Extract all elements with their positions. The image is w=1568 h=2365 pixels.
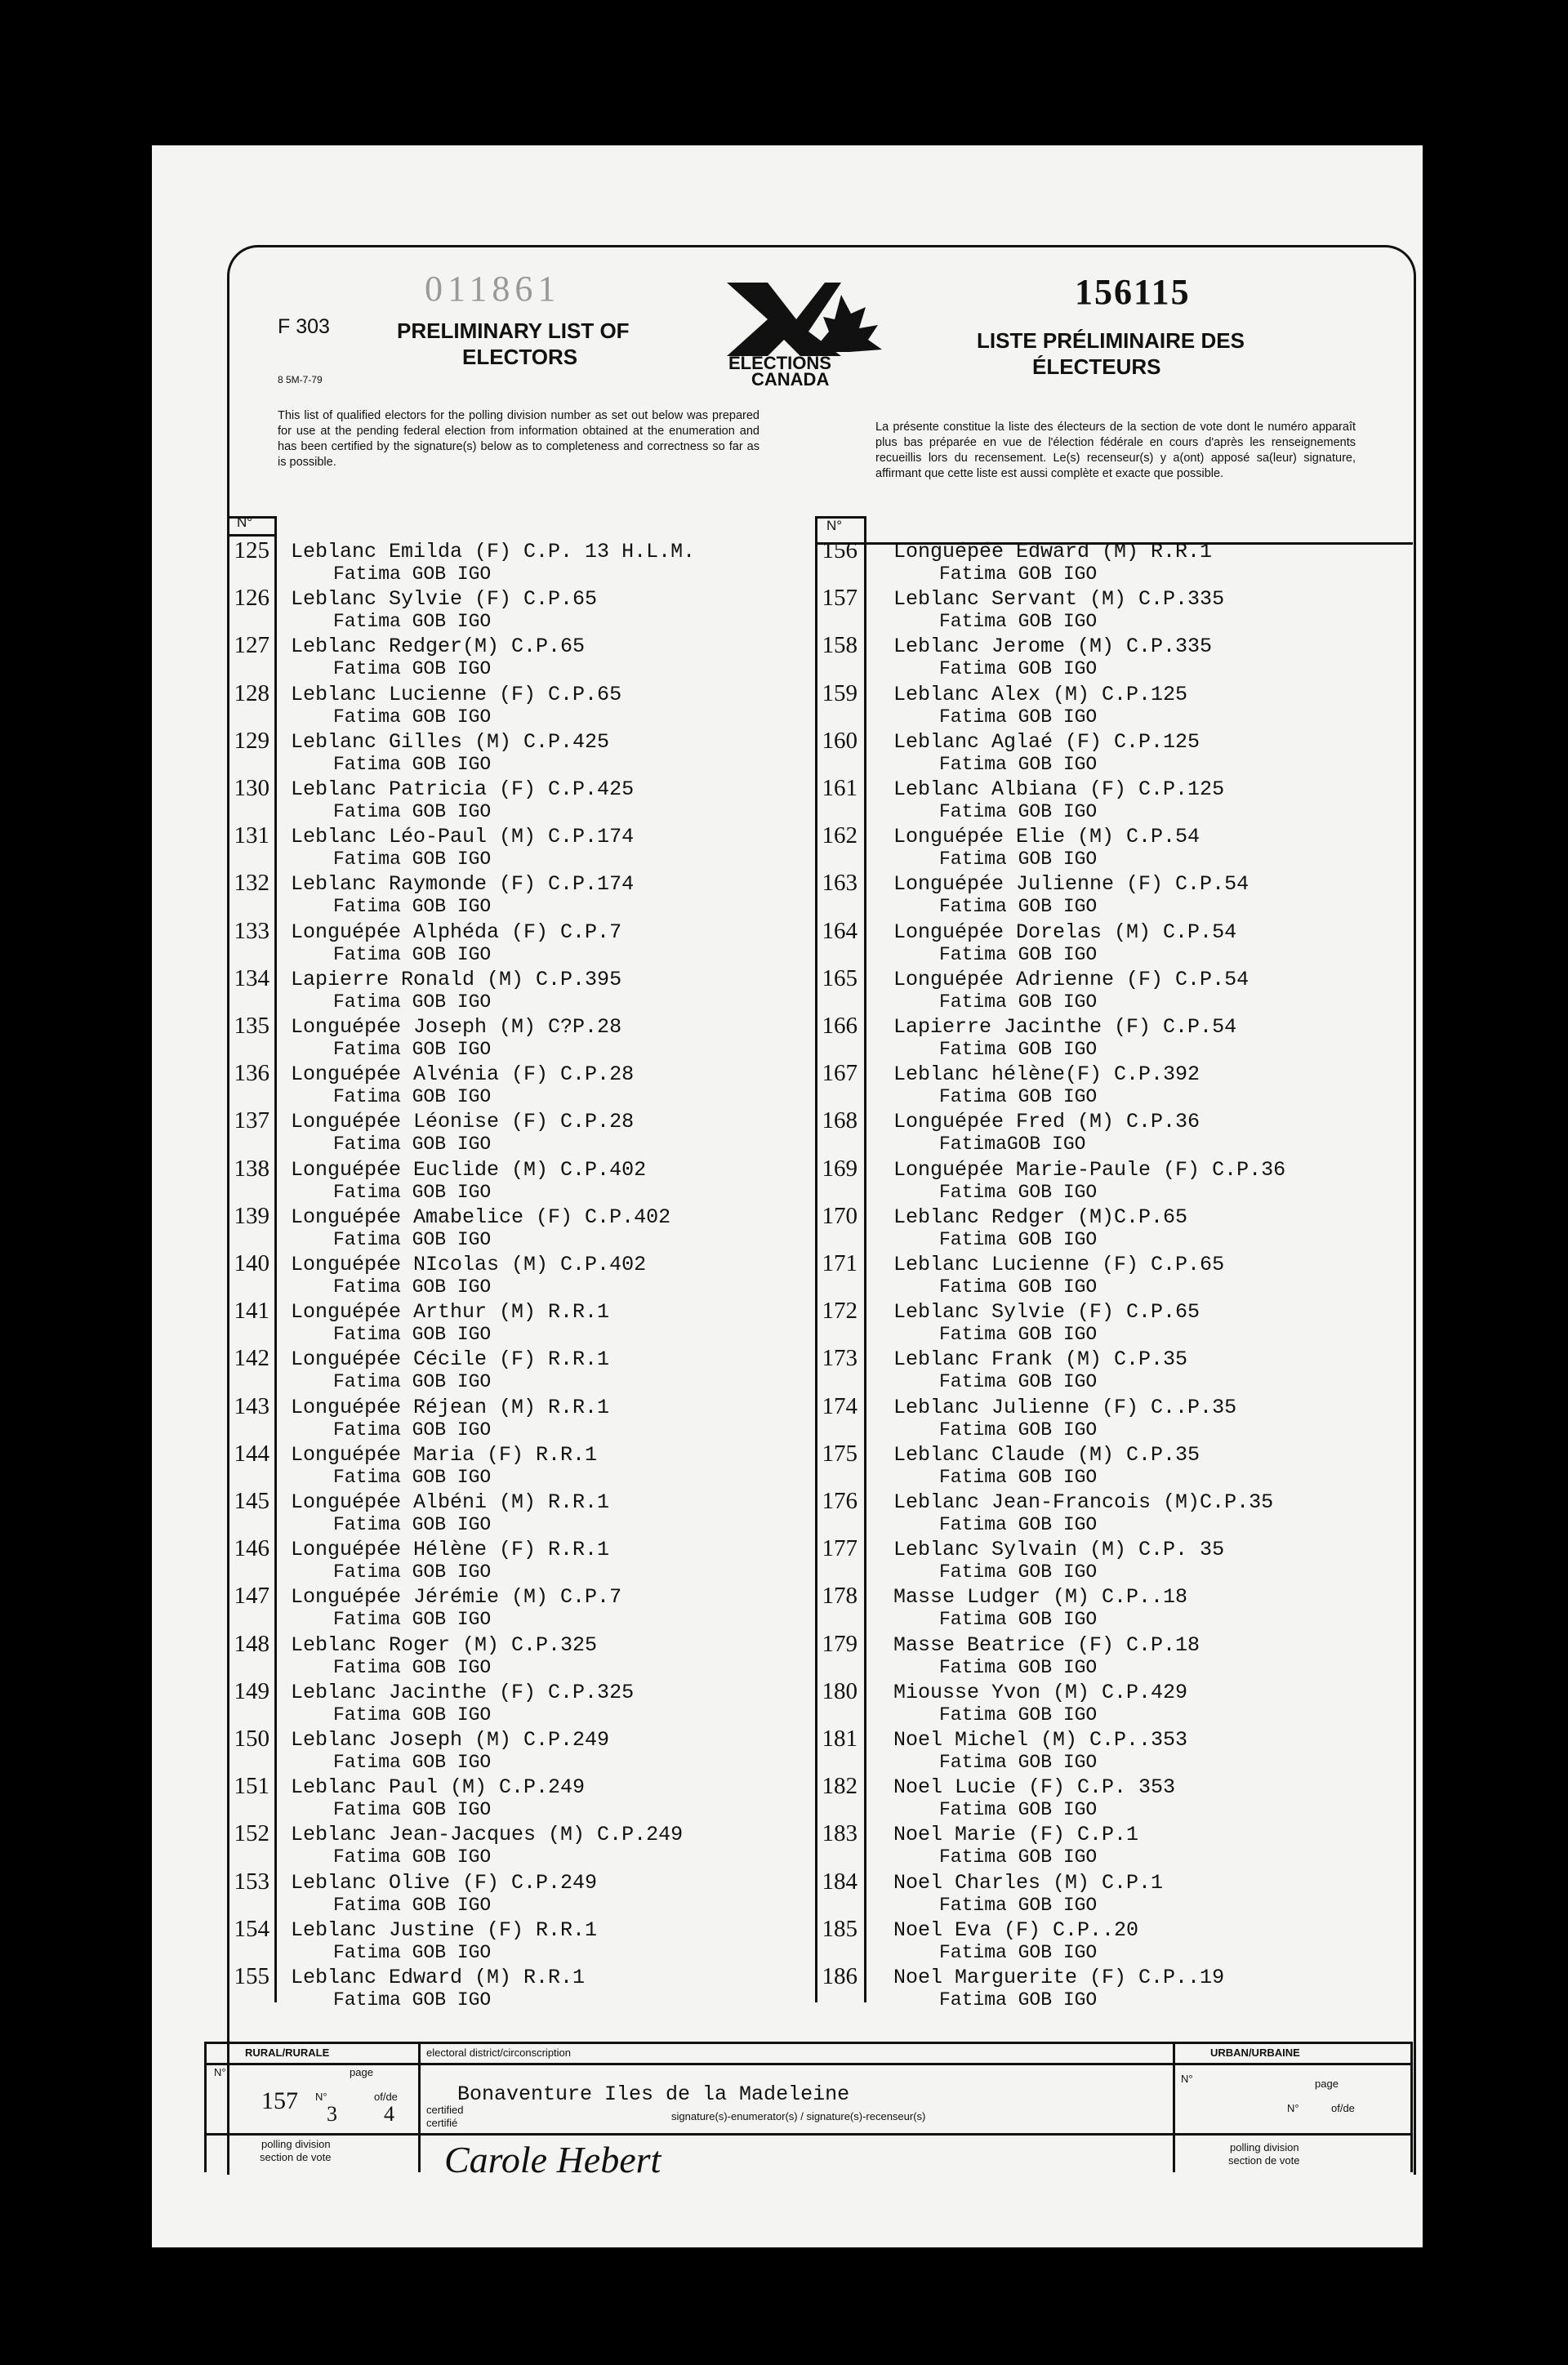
elector-name: Leblanc Sylvie (F) C.P.65 (893, 1300, 1200, 1325)
entry-number: 149 (234, 1677, 270, 1704)
elector-name: Masse Ludger (M) C.P..18 (893, 1585, 1188, 1610)
elector-address: Fatima GOB IGO (939, 848, 1098, 871)
entry-number: 185 (822, 1915, 858, 1942)
elector-address: Fatima GOB IGO (333, 1371, 492, 1393)
electoral-district-label: electoral district/circonscription (426, 2047, 572, 2059)
elector-address: Fatima GOB IGO (939, 1039, 1098, 1060)
entry-number: 132 (234, 870, 270, 897)
elector-name: Leblanc Jean-Jacques (M) C.P.249 (291, 1823, 684, 1847)
elector-name: Leblanc Paul (M) C.P.249 (291, 1775, 586, 1800)
elector-name: Longuépée Réjean (M) R.R.1 (291, 1395, 610, 1419)
entry-number: 143 (234, 1392, 270, 1419)
elector-name: Leblanc Olive (F) C.P.249 (291, 1870, 598, 1895)
enumerator-signature: Carole Hebert (444, 2139, 662, 2180)
elector-address: Fatima GOB IGO (333, 1039, 492, 1060)
entry-number: 135 (234, 1013, 270, 1039)
entry-number: 155 (234, 1963, 270, 1989)
certified-label-en: certified (426, 2104, 464, 2116)
elector-address: Fatima GOB IGO (939, 563, 1098, 585)
entry-number: 129 (234, 727, 270, 754)
elector-address: Fatima GOB IGO (333, 1846, 492, 1868)
footer-urban-divider (1173, 2042, 1175, 2172)
entry-number: 183 (822, 1820, 858, 1847)
elector-name: Noel Marie (F) C.P.1 (893, 1823, 1139, 1847)
elector-name: Leblanc Redger (M)C.P.65 (893, 1205, 1188, 1229)
elector-name: Leblanc Sylvie (F) C.P.65 (291, 587, 598, 612)
elector-address: Fatima GOB IGO (939, 1228, 1098, 1250)
rural-label: RURAL/RURALE (245, 2047, 330, 2059)
elector-name: Masse Beatrice (F) C.P.18 (893, 1632, 1200, 1657)
elector-name: Longuépée Marie-Paule (F) C.P.36 (893, 1157, 1286, 1182)
elector-address: Fatima GOB IGO (939, 1466, 1098, 1488)
elector-address: Fatima GOB IGO (333, 1894, 492, 1916)
elector-name: Lapierre Ronald (M) C.P.395 (291, 967, 622, 991)
entry-number: 127 (234, 632, 270, 659)
entry-number: 170 (822, 1202, 858, 1229)
elector-address: Fatima GOB IGO (333, 801, 492, 822)
elector-name: Leblanc Lucienne (F) C.P.65 (893, 1253, 1225, 1276)
elector-name: Noel Lucie (F) C.P. 353 (893, 1775, 1176, 1800)
elector-name: Longuépée Edward (M) R.R.1 (893, 540, 1213, 563)
elector-name: Leblanc Raymonde (F) C.P.174 (291, 872, 635, 897)
rural-page-label: page (350, 2066, 373, 2078)
elector-address: Fatima GOB IGO (939, 1609, 1098, 1631)
elector-address: Fatima GOB IGO (333, 1086, 492, 1108)
elector-name: Leblanc Jacinthe (F) C.P.325 (291, 1680, 635, 1704)
footer-rural-divider (418, 2042, 421, 2172)
rural-page-no-label: N° (315, 2091, 327, 2103)
elector-name: Leblanc Aglaé (F) C.P.125 (893, 729, 1200, 754)
elector-address: Fatima GOB IGO (333, 1514, 492, 1535)
elector-name: Leblanc Alex (M) C.P.125 (893, 682, 1188, 706)
elector-address: Fatima GOB IGO (333, 1324, 492, 1346)
elector-address: Fatima GOB IGO (333, 1419, 492, 1441)
elector-address: Fatima GOB IGO (939, 1752, 1098, 1773)
elector-name: Longuépée Elie (M) C.P.54 (893, 825, 1200, 849)
entry-number: 126 (234, 585, 270, 612)
elector-name: Leblanc Emilda (F) C.P. 13 H.L.M. (291, 540, 696, 563)
elector-address: Fatima GOB IGO (939, 1846, 1098, 1868)
elector-address: Fatima GOB IGO (939, 611, 1098, 633)
entry-number: 179 (822, 1630, 858, 1657)
elector-address: Fatima GOB IGO (333, 1656, 492, 1678)
entry-number: 163 (822, 870, 858, 897)
entry-number: 156 (822, 537, 858, 563)
footer-rule-2 (204, 2063, 1413, 2065)
title-fr-line1: LISTE PRÉLIMINAIRE DES (977, 328, 1245, 353)
entry-number: 142 (234, 1345, 270, 1372)
entry-number: 167 (822, 1060, 858, 1087)
entry-number: 171 (822, 1250, 858, 1276)
signature-label: signature(s)-enumerator(s) / signature(s)-recenseur(s) (671, 2110, 926, 2122)
elector-name: Longuépée NIcolas (M) C.P.402 (291, 1253, 647, 1276)
intro-text-en: This list of qualified electors for the polling division number as set out below was prepared for use at the pending federal election from information obtained at the enumeration and has been certified by the signature(s) below as to completeness and correctness so far as is possible. (278, 409, 760, 469)
entry-number: 133 (234, 917, 270, 944)
elector-address: Fatima GOB IGO (939, 1324, 1098, 1346)
elector-name: Longuépée Cécile (F) R.R.1 (291, 1347, 610, 1372)
entry-number: 128 (234, 679, 270, 706)
stamp-number: 156115 (1075, 272, 1191, 312)
entry-number: 151 (234, 1773, 270, 1800)
elector-address: Fatima GOB IGO (939, 943, 1098, 965)
entry-number: 131 (234, 822, 270, 849)
elector-address: Fatima GOB IGO (333, 1561, 492, 1583)
elector-address: Fatima GOB IGO (333, 658, 492, 680)
elector-name: Leblanc Sylvain (M) C.P. 35 (893, 1538, 1225, 1562)
elector-name: Noel Eva (F) C.P..20 (893, 1917, 1139, 1942)
elector-name: Noel Charles (M) C.P.1 (893, 1870, 1164, 1895)
entry-number: 146 (234, 1535, 270, 1562)
urban-no-label: N° (1181, 2073, 1193, 2085)
elector-address: Fatima GOB IGO (333, 1989, 492, 2011)
elector-address: Fatima GOB IGO (939, 1941, 1098, 1963)
elector-address: Fatima GOB IGO (333, 943, 492, 965)
left-num-divider (274, 516, 277, 2002)
elector-address: Fatima GOB IGO (939, 1371, 1098, 1393)
entry-number: 165 (822, 964, 858, 991)
elector-address: Fatima GOB IGO (333, 753, 492, 775)
entry-number: 139 (234, 1202, 270, 1229)
entry-number: 182 (822, 1773, 858, 1800)
title-en-line2: ELECTORS (462, 345, 578, 369)
elector-name: Leblanc Redger(M) C.P.65 (291, 635, 586, 659)
elector-name: Leblanc hélène(F) C.P.392 (893, 1062, 1200, 1087)
entry-number: 147 (234, 1583, 270, 1610)
print-code: 8 5M-7-79 (278, 374, 323, 385)
elector-name: Noel Michel (M) C.P..353 (893, 1728, 1188, 1752)
elector-name: Leblanc Joseph (M) C.P.249 (291, 1728, 610, 1752)
elector-address: Fatima GOB IGO (333, 1134, 492, 1156)
rural-of-label: of/de (374, 2091, 398, 2103)
entry-number: 160 (822, 727, 858, 754)
entry-number: 184 (822, 1868, 858, 1895)
elector-address: Fatima GOB IGO (333, 1466, 492, 1488)
logo-maple-leaf (821, 295, 882, 352)
logo-text-canada: CANADA (751, 369, 830, 389)
elector-address: Fatima GOB IGO (333, 1181, 492, 1203)
footer-rule-top (204, 2042, 1413, 2044)
form-code: F 303 (278, 315, 330, 338)
elector-address: Fatima GOB IGO (333, 1276, 492, 1298)
elector-name: Leblanc Julienne (F) C..P.35 (893, 1395, 1237, 1419)
elector-name: Longuépée Hélène (F) R.R.1 (291, 1538, 610, 1562)
entry-number: 158 (822, 632, 858, 659)
elector-name: Longuépée Julienne (F) C.P.54 (893, 872, 1250, 897)
entry-number: 134 (234, 964, 270, 991)
elector-name: Longuépée Amabelice (F) C.P.402 (291, 1205, 671, 1229)
elector-address: Fatima GOB IGO (333, 611, 492, 633)
elector-name: Leblanc Justine (F) R.R.1 (291, 1917, 598, 1942)
urban-page-no-label: N° (1287, 2102, 1299, 2114)
elector-name: Longuépée Alphéda (F) C.P.7 (291, 920, 622, 944)
entry-number: 137 (234, 1107, 270, 1134)
faded-number: 011861 (425, 269, 561, 309)
elector-address: Fatima GOB IGO (333, 991, 492, 1013)
elector-address: Fatima GOB IGO (333, 1228, 492, 1250)
entry-number: 136 (234, 1060, 270, 1087)
entry-number: 145 (234, 1488, 270, 1514)
elector-address: Fatima GOB IGO (939, 991, 1098, 1013)
elector-address: Fatima GOB IGO (939, 1656, 1098, 1678)
elector-name: Leblanc Frank (M) C.P.35 (893, 1347, 1188, 1372)
right-num-divider (864, 516, 866, 2002)
elector-address: Fatima GOB IGO (333, 1752, 492, 1773)
entry-number: 140 (234, 1250, 270, 1276)
elector-address: Fatima GOB IGO (939, 1894, 1098, 1916)
elector-address: FatimaGOB IGO (939, 1134, 1086, 1156)
elector-name: Leblanc Gilles (M) C.P.425 (291, 729, 610, 754)
elector-address: Fatima GOB IGO (939, 1419, 1098, 1441)
elector-address: Fatima GOB IGO (939, 1514, 1098, 1535)
entry-number: 130 (234, 775, 270, 801)
district-name: Bonaventure Iles de la Madeleine (457, 2082, 850, 2106)
urban-label: URBAN/URBAINE (1210, 2047, 1300, 2059)
entry-number: 178 (822, 1583, 858, 1610)
elector-name: Leblanc Jean-Francois (M)C.P.35 (893, 1490, 1274, 1514)
entry-number: 125 (234, 537, 270, 563)
entry-number: 157 (822, 585, 858, 612)
entry-number: 164 (822, 917, 858, 944)
elector-name: Longuépée Fred (M) C.P.36 (893, 1110, 1200, 1134)
elector-name: Longuépée Albéni (M) R.R.1 (291, 1490, 610, 1514)
urban-polling-label-fr: section de vote (1228, 2154, 1300, 2167)
elector-address: Fatima GOB IGO (939, 1086, 1098, 1108)
entry-number: 150 (234, 1726, 270, 1752)
elector-address: Fatima GOB IGO (939, 801, 1098, 822)
elector-name: Leblanc Jerome (M) C.P.335 (893, 635, 1213, 659)
page-number: 3 (327, 2102, 337, 2126)
entry-number: 186 (822, 1963, 858, 1989)
entry-number: 166 (822, 1013, 858, 1039)
elector-name: Miousse Yvon (M) C.P.429 (893, 1680, 1188, 1704)
elector-name: Longuépée Alvénia (F) C.P.28 (291, 1062, 635, 1087)
rural-no-label: N° (214, 2066, 226, 2078)
certified-label-fr: certifié (426, 2117, 458, 2129)
logo-text-elections: ELECTIONS (728, 353, 831, 373)
elector-address: Fatima GOB IGO (939, 753, 1098, 775)
elector-name: Noel Marguerite (F) C.P..19 (893, 1966, 1225, 1989)
elector-name: Leblanc Roger (M) C.P.325 (291, 1632, 598, 1657)
elector-address: Fatima GOB IGO (333, 1941, 492, 1963)
entry-number: 180 (822, 1677, 858, 1704)
entry-number: 169 (822, 1155, 858, 1182)
polling-division-label-en: polling division (261, 2138, 331, 2150)
entry-number: 181 (822, 1726, 858, 1752)
polling-number: 157 (261, 2087, 298, 2114)
elector-address: Fatima GOB IGO (939, 1276, 1098, 1298)
elector-name: Leblanc Edward (M) R.R.1 (291, 1966, 586, 1989)
elector-name: Longuépée Léonise (F) C.P.28 (291, 1110, 635, 1134)
elector-address: Fatima GOB IGO (939, 1799, 1098, 1821)
column-header-no-right: N° (826, 518, 843, 533)
entry-number: 173 (822, 1345, 858, 1372)
elector-name: Leblanc Claude (M) C.P.35 (893, 1442, 1200, 1467)
elector-address: Fatima GOB IGO (939, 706, 1098, 728)
elector-name: Longuépée Arthur (M) R.R.1 (291, 1300, 610, 1325)
urban-page-label: page (1315, 2078, 1339, 2090)
elector-address: Fatima GOB IGO (939, 1561, 1098, 1583)
urban-polling-label-en: polling division (1230, 2141, 1299, 2153)
elector-address: Fatima GOB IGO (939, 658, 1098, 680)
elector-address: Fatima GOB IGO (333, 896, 492, 918)
entry-number: 153 (234, 1868, 270, 1895)
entry-number: 162 (822, 822, 858, 849)
entry-number: 161 (822, 775, 858, 801)
elector-address: Fatima GOB IGO (333, 848, 492, 871)
elector-address: Fatima GOB IGO (333, 706, 492, 728)
elector-name: Longuépée Adrienne (F) C.P.54 (893, 967, 1250, 991)
entry-number: 148 (234, 1630, 270, 1657)
elector-name: Lapierre Jacinthe (F) C.P.54 (893, 1015, 1237, 1039)
elector-name: Longuépée Joseph (M) C?P.28 (291, 1015, 622, 1039)
footer-left-edge (204, 2042, 207, 2172)
elector-name: Leblanc Servant (M) C.P.335 (893, 587, 1225, 612)
elector-name: Leblanc Patricia (F) C.P.425 (291, 777, 635, 801)
elector-address: Fatima GOB IGO (333, 1704, 492, 1726)
entry-number: 141 (234, 1298, 270, 1325)
intro-text-fr: La présente constitue la liste des électeurs de la section de vote dont le numéro apparaît plus bas préparée en vue de l'élection fédérale en cours d'après les renseignements recueillis lors du recensement. Le(s) recenseur(s) y a(ont) apposé sa(leur) signature, affirmant que cette liste est aussi complète et exacte que possible. (875, 421, 1356, 480)
entry-number: 144 (234, 1440, 270, 1467)
elector-address: Fatima GOB IGO (333, 1799, 492, 1821)
title-fr-line2: ÉLECTEURS (1032, 354, 1161, 379)
elector-name: Longuépée Jérémie (M) C.P.7 (291, 1585, 622, 1610)
elector-address: Fatima GOB IGO (333, 563, 492, 585)
footer-rule-3 (204, 2133, 1413, 2136)
elector-address: Fatima GOB IGO (939, 1181, 1098, 1203)
entry-number: 175 (822, 1440, 858, 1467)
urban-of-label: of/de (1331, 2102, 1355, 2114)
entry-number: 172 (822, 1298, 858, 1325)
elector-address: Fatima GOB IGO (939, 1704, 1098, 1726)
header-rule-left-bottom (227, 534, 276, 537)
entry-number: 177 (822, 1535, 858, 1562)
entry-number: 152 (234, 1820, 270, 1847)
elector-name: Leblanc Léo-Paul (M) C.P.174 (291, 825, 635, 849)
title-en-line1: PRELIMINARY LIST OF (397, 318, 630, 343)
polling-division-label-fr: section de vote (260, 2151, 332, 2163)
footer-right-edge (1410, 2042, 1413, 2172)
page-of: 4 (384, 2102, 394, 2126)
elector-name: Longuépée Dorelas (M) C.P.54 (893, 920, 1237, 944)
elector-name: Longuépée Euclide (M) C.P.402 (291, 1157, 647, 1182)
column-header-no-left: N° (237, 514, 253, 530)
elections-canada-logo (719, 274, 898, 389)
entry-number: 138 (234, 1155, 270, 1182)
entry-number: 154 (234, 1915, 270, 1942)
entry-number: 174 (822, 1392, 858, 1419)
elector-name: Leblanc Lucienne (F) C.P.65 (291, 682, 622, 706)
entry-number: 176 (822, 1488, 858, 1514)
entry-number: 168 (822, 1107, 858, 1134)
elector-address: Fatima GOB IGO (333, 1609, 492, 1631)
logo-x-mark (727, 283, 841, 356)
elector-name: Leblanc Albiana (F) C.P.125 (893, 777, 1225, 801)
elector-address: Fatima GOB IGO (939, 1989, 1098, 2011)
elector-address: Fatima GOB IGO (939, 896, 1098, 918)
entry-number: 159 (822, 679, 858, 706)
elector-name: Longuépée Maria (F) R.R.1 (291, 1442, 598, 1467)
